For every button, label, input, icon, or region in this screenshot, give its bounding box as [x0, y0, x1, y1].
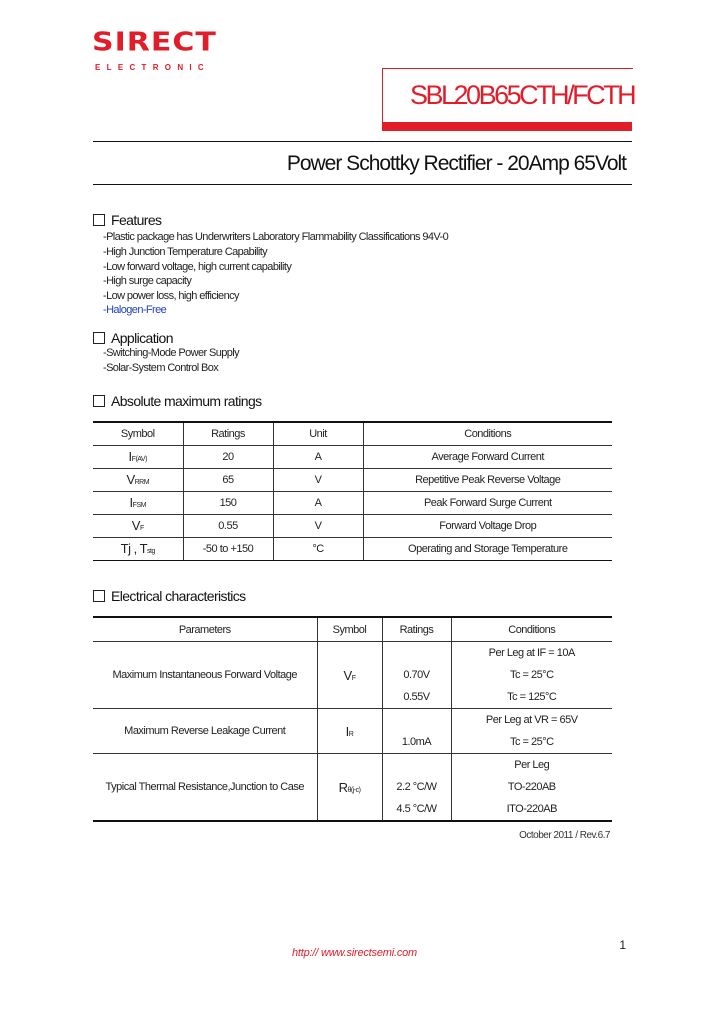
condition-cell: Forward Voltage Drop	[363, 514, 612, 537]
symbol-cell	[317, 754, 382, 822]
condition-cell: Peak Forward Surge Current	[363, 491, 612, 514]
condition-cell: Average Forward Current	[363, 445, 612, 468]
revision-date: October 2011 / Rev.6.7	[519, 830, 610, 841]
part-number: SBL20B65CTH/FCTH	[410, 80, 635, 110]
condition-value: Per Leg	[514, 759, 550, 771]
symbol-subscript: F	[139, 525, 144, 532]
application-item: -Solar-System Control Box	[103, 362, 219, 374]
conditions-cell	[451, 754, 612, 822]
checkbox-icon	[93, 395, 105, 407]
conditions-cell	[451, 642, 612, 709]
feature-item: -Low power loss, high efficiency	[103, 290, 239, 302]
symbol: V	[126, 472, 135, 487]
symbol: V	[131, 518, 140, 533]
symbol: R	[338, 779, 348, 795]
absolute-ratings-table	[93, 421, 612, 561]
checkbox-icon	[93, 214, 105, 226]
table-row	[93, 445, 612, 468]
rating-cell: 20	[183, 445, 273, 468]
symbol: V	[343, 667, 352, 683]
symbol-cell	[93, 468, 183, 491]
rating-value	[383, 709, 451, 731]
page-number: 1	[619, 938, 626, 952]
application-item: -Switching-Mode Power Supply	[103, 347, 240, 359]
company-logo: SIRECT	[92, 27, 217, 58]
condition-value: Per Leg at IF = 10A	[488, 647, 575, 659]
rating-cell: -50 to +150	[183, 537, 273, 560]
column-header: Conditions	[363, 422, 612, 445]
table-row	[93, 514, 612, 537]
features-heading	[93, 212, 161, 228]
symbol: Tj , T	[120, 541, 148, 556]
conditions-cell	[451, 709, 612, 754]
table-header-row	[93, 422, 612, 445]
symbol-subscript: R	[348, 730, 354, 738]
electrical-characteristics-table	[93, 616, 612, 822]
symbol: I	[128, 449, 132, 464]
parameter-cell: Maximum Reverse Leakage Current	[93, 709, 317, 754]
symbol: I	[129, 495, 133, 510]
unit-cell: A	[273, 445, 363, 468]
parameter-cell: Typical Thermal Resistance,Junction to Case	[93, 754, 317, 822]
electrical-heading	[93, 588, 246, 604]
unit-cell: V	[273, 468, 363, 491]
application-heading-label: Application	[111, 330, 173, 346]
condition-cell: Operating and Storage Temperature	[363, 537, 612, 560]
column-header: Unit	[273, 422, 363, 445]
column-header: Ratings	[183, 422, 273, 445]
symbol-cell	[93, 491, 183, 514]
absolute-ratings-heading-label: Absolute maximum ratings	[111, 393, 262, 409]
rating-value: 1.0mA	[401, 736, 432, 748]
rating-value: 0.55V	[403, 691, 430, 703]
unit-cell: V	[273, 514, 363, 537]
condition-value: ITO-220AB	[506, 803, 557, 815]
table-header-row	[93, 617, 612, 642]
rating-cell: 0.55	[183, 514, 273, 537]
column-header: Ratings	[382, 617, 451, 642]
features-heading-label: Features	[111, 212, 162, 228]
checkbox-icon	[93, 590, 105, 602]
feature-item: -High Junction Temperature Capability	[103, 246, 268, 258]
feature-item: -Low forward voltage, high current capability	[103, 261, 292, 273]
condition-cell: Repetitive Peak Reverse Voltage	[363, 468, 612, 491]
feature-item: -High surge capacity	[103, 275, 192, 287]
table-row	[93, 709, 612, 754]
symbol-cell	[317, 709, 382, 754]
company-logo-subtitle: ELECTRONIC	[95, 63, 210, 72]
feature-item-halogen-free: -Halogen-Free	[103, 304, 167, 316]
document-title: Power Schottky Rectifier - 20Amp 65Volt	[286, 152, 626, 175]
symbol-cell	[317, 642, 382, 709]
feature-item: -Plastic package has Underwriters Laboratory Flammability Classifications 94V-0	[103, 231, 449, 243]
rating-value	[383, 642, 451, 664]
symbol-subscript: F	[351, 674, 356, 682]
symbol: I	[345, 723, 349, 739]
symbol-subscript: θ(j-c)	[347, 786, 361, 794]
rating-value: 2.2 °C/W	[396, 781, 437, 793]
checkbox-icon	[93, 332, 105, 344]
symbol-cell	[93, 514, 183, 537]
unit-cell: A	[273, 491, 363, 514]
column-header: Parameters	[93, 617, 317, 642]
header-divider	[93, 141, 632, 142]
table-row	[93, 642, 612, 709]
absolute-ratings-heading	[93, 393, 262, 409]
rating-value: 4.5 °C/W	[396, 803, 437, 815]
website-link[interactable]: http:// www.sirectsemi.com	[292, 947, 417, 959]
parameter-cell: Maximum Instantaneous Forward Voltage	[93, 642, 317, 709]
title-divider	[93, 184, 632, 185]
condition-value: Per Leg at VR = 65V	[485, 714, 578, 726]
rating-value	[383, 754, 451, 776]
ratings-cell	[382, 642, 451, 709]
column-header: Symbol	[93, 422, 183, 445]
symbol-subscript: F(AV)	[131, 456, 147, 463]
condition-value: Tc = 125°C	[507, 691, 557, 703]
unit-cell: °C	[273, 537, 363, 560]
symbol-subscript: RRM	[134, 479, 150, 486]
rating-cell: 65	[183, 468, 273, 491]
electrical-heading-label: Electrical characteristics	[111, 588, 246, 604]
application-heading	[93, 330, 173, 346]
ratings-cell	[382, 709, 451, 754]
condition-value: TO-220AB	[507, 781, 556, 793]
rating-cell: 150	[183, 491, 273, 514]
column-header: Conditions	[451, 617, 612, 642]
rating-value: 0.70V	[403, 669, 430, 681]
condition-value: Tc = 25°C	[509, 736, 554, 748]
symbol-subscript: FSM	[132, 502, 146, 509]
symbol-cell	[93, 537, 183, 560]
table-row	[93, 491, 612, 514]
table-row	[93, 537, 612, 560]
table-row	[93, 754, 612, 822]
column-header: Symbol	[317, 617, 382, 642]
table-row	[93, 468, 612, 491]
ratings-cell	[382, 754, 451, 822]
condition-value: Tc = 25°C	[509, 669, 554, 681]
symbol-subscript: stg	[147, 548, 155, 555]
part-number-bar	[382, 122, 632, 131]
symbol-cell	[93, 445, 183, 468]
